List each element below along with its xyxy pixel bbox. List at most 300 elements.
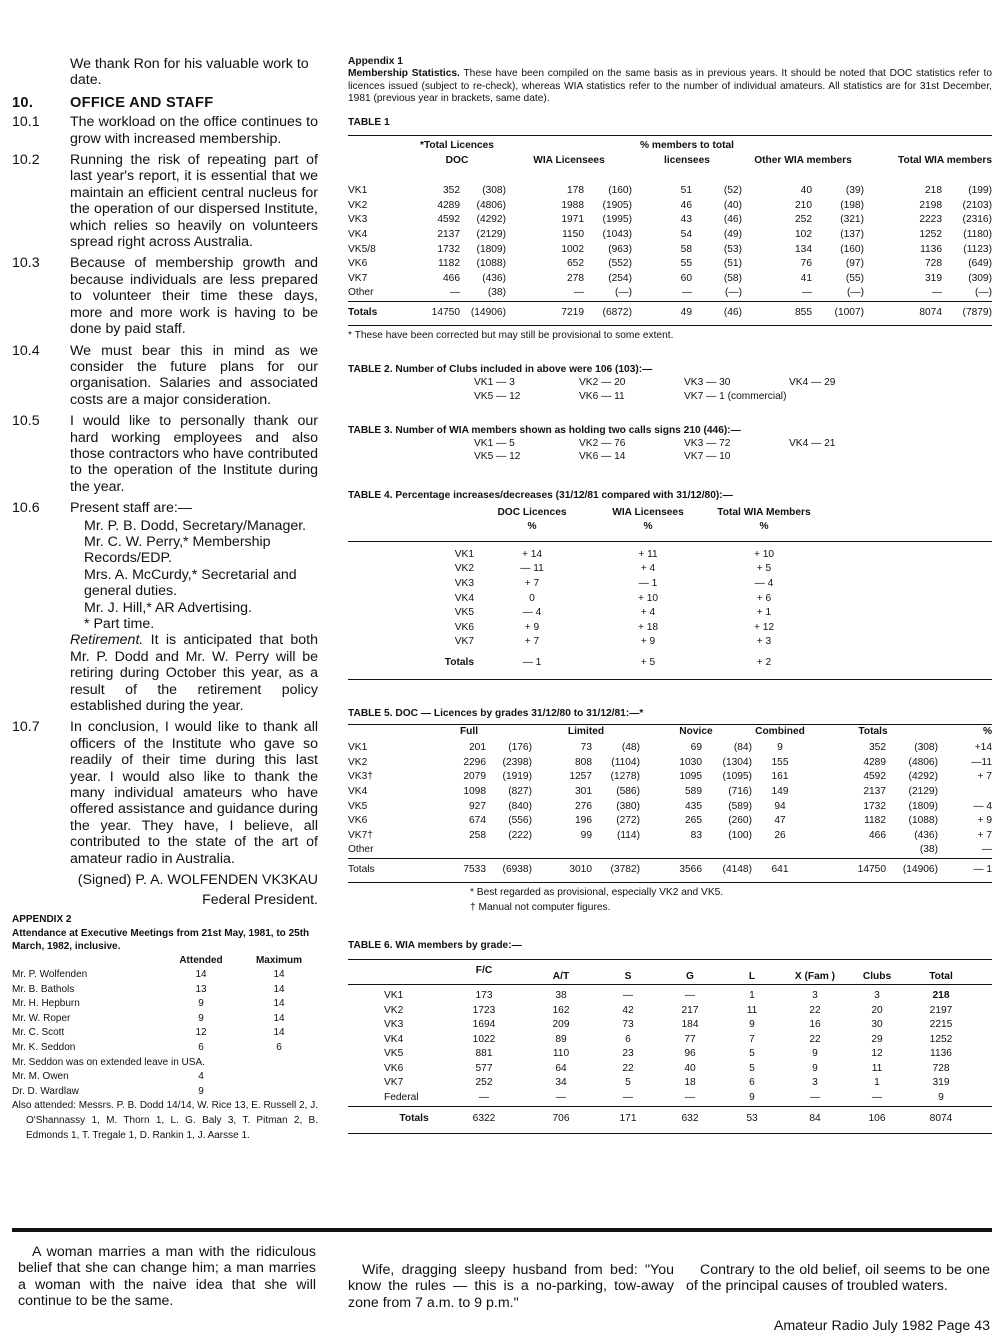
table-cell: + 1 (756, 607, 772, 619)
paragraph-text: Running the risk of repeating part of last year's report, it is essential that we maintain an efficient central nucleus for the operation of our dispersed Institute, which relies so heavily on volunteers spread right across Australia. (70, 152, 318, 251)
paragraph-number: 10.3 (12, 255, 40, 272)
paragraph-number: 10.4 (12, 342, 40, 359)
table-cell: (1905) (602, 199, 632, 211)
staff-list (12, 518, 318, 633)
table-row (348, 843, 992, 858)
table-row (348, 739, 992, 756)
paragraph-number: 10.1 (12, 114, 40, 131)
table-5-note: * Best regarded as provisional, especially VK2 and VK5. (470, 886, 724, 898)
appendix-2-title: APPENDIX 2 (12, 913, 72, 925)
spacer-cell (976, 1076, 992, 1091)
table-cell: 301 (575, 786, 592, 798)
table-cell: (55) (845, 272, 864, 284)
table-cell: — (622, 989, 634, 1001)
table-row (348, 756, 992, 771)
attendance-row (12, 968, 318, 983)
table-cell: 352 (443, 185, 460, 197)
table-cell: (53) (723, 243, 742, 255)
paragraph-text: Present staff are:— (70, 500, 192, 517)
table-cell: VK1 (348, 742, 368, 754)
page-footer: Amateur Radio July 1982 Page 43 (773, 1318, 990, 1334)
table-cell: 51 (680, 185, 692, 197)
signature-title: Federal President. (202, 891, 318, 908)
table-cell: VK6 (348, 258, 368, 270)
table-row (348, 1062, 992, 1077)
maximum-header: Maximum (255, 954, 303, 966)
table-cell: 2198 (919, 199, 942, 211)
table-cell: 1694 (472, 1019, 496, 1031)
member-name: Mr. H. Hepburn (12, 998, 80, 1010)
table-cell: 3 (812, 989, 818, 1001)
table-cell: (114) (616, 829, 640, 841)
table-cell: (58) (723, 272, 742, 284)
attendance-row (12, 1070, 318, 1085)
spacer-cell (976, 1004, 992, 1019)
table-cell: (254) (608, 272, 632, 284)
spacer-cell (348, 1106, 384, 1134)
table-cell: 58 (680, 243, 692, 255)
signature-line: (Signed) P. A. WOLFENDEN VK3KAU (77, 872, 318, 889)
table-cell: + 3 (756, 636, 772, 648)
attendance-row (12, 997, 318, 1012)
table-cell: 38 (555, 989, 567, 1001)
table-cell: 7219 (561, 307, 584, 319)
table-cell: VK3 (348, 214, 368, 226)
attended-count: 12 (195, 1027, 207, 1039)
spacer-cell (348, 1018, 384, 1033)
table-5 (348, 724, 992, 883)
table-cell: 276 (575, 800, 592, 812)
attendance-table-2 (12, 1070, 318, 1099)
paragraph-text: In conclusion, I would like to thank all officers of the Institute who gave so readily of their time during this last year. I would also like to thank the many individual amateurs who have offered assistance and guidance during the year. They have, I believe, all contributed to the state of the art of amateur radio in Australia. (70, 719, 318, 867)
table-cell: VK5/8 (348, 243, 376, 255)
member-name: Dr. D. Wardlaw (12, 1085, 79, 1097)
table-row (348, 635, 992, 650)
paragraph (12, 152, 318, 250)
table-cell: 218 (932, 989, 950, 1001)
table-row (348, 770, 992, 785)
table-cell: — (573, 287, 584, 299)
table-cell: (38) (919, 844, 938, 856)
member-name: Mr. K. Seddon (12, 1042, 76, 1054)
attended-count: 4 (198, 1071, 204, 1083)
table-cell: 1732 (863, 800, 886, 812)
table-cell: 3 (812, 1077, 818, 1089)
right-column (348, 56, 992, 1134)
table-cell: 173 (475, 989, 493, 1001)
table-cell: 134 (795, 243, 812, 255)
t5-header-limited: Limited (567, 725, 605, 737)
table-cell: (1304) (722, 756, 752, 768)
table-cell: 9 (749, 1019, 755, 1031)
table-1-title: TABLE 1 (348, 117, 390, 129)
table-cell: 4289 (863, 756, 886, 768)
table-4 (348, 506, 992, 680)
table-cell: (2129) (476, 229, 506, 241)
t6-header-at: A/T (552, 970, 570, 982)
table-cell: — 4 (754, 578, 774, 590)
table-cell: (160) (608, 185, 632, 197)
table-cell: 881 (475, 1048, 493, 1060)
table-cell: 73 (622, 1019, 634, 1031)
table-2-row (348, 377, 992, 389)
table-row (348, 785, 992, 800)
table-row (348, 577, 992, 592)
table-cell: 178 (567, 185, 584, 197)
club-count: VK4 — 29 (789, 377, 836, 389)
table-cell: 209 (552, 1019, 570, 1031)
table-cell: (321) (840, 214, 864, 226)
table-cell: (46) (723, 307, 742, 319)
table-cell: (46) (723, 214, 742, 226)
table-cell: 9 (812, 1062, 818, 1074)
table-4-totals (348, 650, 992, 679)
table-cell: 319 (932, 1077, 950, 1089)
table-cell: 43 (680, 214, 692, 226)
table-cell: (1809) (476, 243, 506, 255)
table-cell: (1007) (834, 307, 864, 319)
table-cell: 14750 (431, 307, 460, 319)
table-cell: Totals (399, 1112, 429, 1124)
t5-header-pct: % (982, 725, 992, 737)
table-row (348, 257, 992, 272)
t5-header-totals: Totals (858, 725, 888, 737)
table-cell: + 9 (640, 636, 656, 648)
paragraph-10-7 (12, 719, 318, 867)
table-cell: 466 (443, 272, 460, 284)
table-cell: 706 (552, 1112, 570, 1124)
table-cell: (49) (723, 229, 742, 241)
club-count: VK7 — 1 (commercial) (684, 390, 787, 402)
spacer-cell (976, 1033, 992, 1048)
paragraph-text: Because of membership growth and because individuals are less prepared to volunteer their time these days, more and more work is having to be done by paid staff. (70, 255, 318, 338)
attended-count: 14 (195, 969, 207, 981)
club-count: VK3 — 30 (684, 377, 731, 389)
table-cell: (436) (914, 829, 938, 841)
table-cell: 1 (874, 1077, 880, 1089)
paragraph (12, 255, 318, 337)
table-cell: 30 (871, 1019, 883, 1031)
table-cell: — (684, 1092, 696, 1104)
table-cell: — 11 (520, 563, 544, 575)
t4-pct: % (643, 521, 653, 533)
t5-header-full: Full (459, 725, 479, 737)
table-cell (406, 843, 486, 858)
table-cell: (1095) (722, 771, 752, 783)
table-cell: + 7 (977, 829, 992, 841)
maximum-count (240, 1070, 318, 1085)
table-cell: VK6 (454, 621, 474, 633)
club-count: VK2 — 76 (579, 438, 626, 450)
member-name: Mr. W. Roper (12, 1012, 71, 1024)
table-cell: 4289 (437, 199, 460, 211)
attendance-table (12, 954, 318, 1056)
table-cell: + 4 (640, 563, 656, 575)
table-1-note: * These have been corrected but may still be provisional to some extent. (348, 329, 674, 341)
table-cell: — (449, 287, 460, 299)
table-cell: VK6 (348, 815, 368, 827)
table-cell: (4806) (476, 199, 506, 211)
table-cell: VK4 (454, 592, 474, 604)
table-cell: 1095 (679, 771, 702, 783)
table-cell: 632 (681, 1112, 699, 1124)
table-cell: (963) (608, 243, 632, 255)
table-cell: (199) (968, 185, 992, 197)
section-heading (12, 95, 318, 111)
table-cell: (1995) (602, 214, 632, 226)
table-cell: 184 (681, 1019, 699, 1031)
table-cell: (1809) (908, 800, 938, 812)
table-row (348, 800, 992, 815)
table-cell: 1988 (561, 199, 584, 211)
table-cell: 89 (555, 1033, 567, 1045)
filler-joke-1: A woman marries a man with the ridiculous belief that she can change him; a man marries a woman with the naive idea that she will continue to be the same. (18, 1244, 316, 1310)
table-cell: 2137 (437, 229, 460, 241)
paragraph-list (12, 114, 318, 495)
t6-header-l: L (748, 970, 756, 982)
member-name: Mr. C. Scott (12, 1027, 65, 1039)
staff-item: Mr. P. B. Dodd, Secretary/Manager. (84, 517, 307, 534)
table-cell: — (684, 989, 696, 1001)
table-cell: 1252 (929, 1033, 953, 1045)
table-cell: 9 (749, 1092, 755, 1104)
table-cell (702, 843, 752, 858)
table-row (348, 1018, 992, 1033)
spacer-cell (822, 541, 992, 562)
table-row (348, 1033, 992, 1048)
spacer-cell (976, 1091, 992, 1106)
table-row (348, 541, 992, 562)
table-row (348, 272, 992, 287)
table-cell: (4148) (722, 864, 752, 876)
table-cell: 14750 (857, 864, 886, 876)
club-count (789, 391, 894, 403)
table-cell: Totals (348, 864, 375, 876)
attended-count: 6 (198, 1042, 204, 1054)
table-cell: 589 (685, 786, 702, 798)
table-cell: —11 (971, 756, 992, 768)
table-cell: 201 (469, 742, 486, 754)
table-cell: 22 (622, 1062, 634, 1074)
table-cell: — 1 (973, 864, 992, 876)
table-cell: (40) (723, 199, 742, 211)
table-cell: 2215 (929, 1019, 953, 1031)
spacer-cell (976, 1047, 992, 1062)
table-6 (348, 959, 992, 1135)
table-cell: (1088) (908, 815, 938, 827)
table-5-header (348, 724, 992, 739)
table-row (348, 228, 992, 243)
club-count: VK5 — 12 (474, 390, 521, 402)
table-cell: VK5 (348, 800, 368, 812)
table-cell: 34 (555, 1077, 567, 1089)
table-cell: VK1 (348, 185, 368, 197)
table-cell: + 7 (524, 578, 540, 590)
table-row (348, 829, 992, 844)
t4-header-total: Total WIA Members (717, 507, 811, 519)
table-cell: — (681, 287, 692, 299)
table-row (348, 180, 992, 199)
table-cell: (1088) (476, 258, 506, 270)
paragraph (12, 413, 318, 495)
table-1-header (348, 136, 992, 180)
member-name: Mr. M. Owen (12, 1071, 69, 1083)
t1-header-pct: % members to total licensees (640, 140, 734, 166)
table-cell: — (478, 1092, 490, 1104)
table-cell: — 4 (973, 800, 992, 812)
table-cell: VK5 (454, 607, 474, 619)
table-cell: 1257 (569, 771, 592, 783)
table-cell: 5 (625, 1077, 631, 1089)
table-cell: (52) (723, 185, 742, 197)
table-cell: 218 (925, 185, 942, 197)
spacer-cell (822, 592, 992, 607)
staff-item: Mr. C. W. Perry,* Membership Records/EDP. (84, 533, 271, 567)
table-cell: 94 (774, 800, 786, 812)
table-cell: VK7† (348, 829, 373, 841)
t4-header-wia: WIA Licensees (612, 507, 684, 519)
paragraph-text: I would like to personally thank our hard working employees and also those contractors who have contributed to the operation of the Institute during the year. (70, 413, 318, 495)
attended-count: 9 (198, 1085, 204, 1097)
table-cell: 23 (622, 1048, 634, 1060)
table-cell: (97) (845, 258, 864, 270)
spacer-cell (348, 984, 384, 1003)
table-cell: VK6 (384, 1062, 404, 1074)
club-count: VK5 — 12 (474, 451, 521, 463)
table-cell: 265 (685, 815, 702, 827)
t1-header-doc: *Total Licences DOC (420, 140, 494, 166)
table-cell: VK4 (384, 1033, 404, 1045)
club-count: VK3 — 72 (684, 438, 731, 450)
table-cell: 217 (681, 1004, 699, 1016)
table-cell: (2316) (962, 214, 992, 226)
table-cell (532, 843, 592, 858)
table-cell: + 11 (638, 548, 658, 560)
seddon-note: Mr. Seddon was on extended leave in USA. (12, 1056, 205, 1068)
t4-pct: % (759, 521, 769, 533)
table-cell: (436) (482, 272, 506, 284)
table-cell: — (555, 1092, 567, 1104)
table-cell: 3010 (569, 864, 592, 876)
table-cell: 352 (869, 742, 886, 754)
spacer-cell (822, 562, 992, 577)
table-cell: 1098 (463, 786, 486, 798)
t6-header-clubs: Clubs (862, 970, 892, 982)
spacer-cell (976, 1062, 992, 1077)
table-cell: (7879) (962, 307, 992, 319)
table-row (348, 243, 992, 258)
table-cell: (51) (723, 258, 742, 270)
table-row (348, 562, 992, 577)
table-cell: 6 (749, 1077, 755, 1089)
table-4-header (348, 506, 992, 520)
maximum-count: 6 (276, 1042, 282, 1054)
table-cell: (586) (616, 786, 640, 798)
table-cell: 1030 (679, 756, 702, 768)
table-cell: + 2 (756, 656, 772, 668)
table-cell (808, 843, 886, 858)
attendance-row (12, 1041, 318, 1056)
table-cell: 466 (869, 829, 886, 841)
table-2-title: TABLE 2. Number of Clubs included in above were 106 (103):— (348, 363, 653, 375)
maximum-count (240, 1085, 318, 1100)
t6-header-total: Total (929, 970, 953, 982)
table-cell: 252 (795, 214, 812, 226)
table-cell: 2079 (463, 771, 486, 783)
table-6-totals (348, 1106, 992, 1134)
table-cell: 1971 (561, 214, 584, 226)
table-cell: 6322 (472, 1112, 496, 1124)
table-cell: VK4 (348, 786, 368, 798)
table-cell: (1043) (602, 229, 632, 241)
table-cell (938, 785, 992, 800)
staff-item: * Part time. (84, 616, 155, 632)
attendance-row (12, 1012, 318, 1027)
table-cell: (4292) (476, 214, 506, 226)
table-cell: 18 (684, 1077, 696, 1089)
table-cell: 278 (567, 272, 584, 284)
table-cell (640, 843, 702, 858)
table-cell: 9 (938, 1092, 944, 1104)
table-cell: (1278) (610, 771, 640, 783)
table-cell: 1136 (920, 243, 942, 255)
table-cell: 855 (795, 307, 812, 319)
table-cell: 808 (575, 756, 592, 768)
table-row (348, 984, 992, 1003)
table-cell: (4292) (908, 771, 938, 783)
table-cell: 22 (809, 1004, 821, 1016)
spacer-cell (976, 1018, 992, 1033)
table-cell: (1919) (502, 771, 532, 783)
table-cell: Federal (384, 1092, 419, 1104)
table-cell: — (981, 844, 992, 856)
divider-bar (12, 1228, 992, 1232)
table-cell: (2398) (502, 756, 532, 768)
table-cell: (100) (728, 829, 752, 841)
club-count: VK1 — 3 (474, 377, 515, 389)
t6-header-x: X (Fam ) (794, 970, 836, 982)
retirement-text: It is anticipated that both Mr. P. Dodd and Mr. W. Perry will be retiring during October this year, as a result of the retirement policy established during the year. (70, 632, 318, 715)
t6-header-fc: F/C (475, 964, 493, 976)
table-cell: 8074 (929, 1112, 953, 1124)
table-row (348, 606, 992, 621)
attended-count: 9 (198, 1012, 204, 1024)
table-row (348, 1047, 992, 1062)
table-cell: 7533 (463, 864, 486, 876)
table-cell: 11 (871, 1062, 883, 1074)
paragraph-text: We must bear this in mind as we consider the future plans for our organisation. Salaries and associated costs are a major consideration. (70, 342, 318, 408)
table-cell: (—) (847, 287, 864, 299)
filler-joke-3: Contrary to the old belief, oil seems to be one of the principal causes of troubled waters. (686, 1262, 990, 1295)
table-cell: — (871, 1092, 883, 1104)
table-row (348, 286, 992, 301)
table-cell: 435 (685, 800, 702, 812)
filler-joke-2: Wife, dragging sleepy husband from bed: "You know the rules — this is a no-parking, tow-away zone from 7 a.m. to 9 p.m." (348, 1262, 674, 1311)
table-5-totals (348, 859, 992, 883)
table-cell: (137) (840, 229, 864, 241)
table-cell: 55 (680, 258, 692, 270)
table-cell: (308) (914, 742, 938, 754)
spacer-cell (822, 650, 992, 679)
staff-item: Mrs. A. McCurdy,* Secretarial and general duties. (84, 566, 297, 600)
table-cell: (84) (733, 742, 752, 754)
table-cell: (260) (728, 815, 752, 827)
table-cell: + 10 (753, 548, 775, 560)
table-cell: 11 (746, 1004, 758, 1016)
table-cell: 40 (684, 1062, 696, 1074)
table-cell: 1136 (930, 1048, 952, 1060)
attendance-row (12, 1026, 318, 1041)
